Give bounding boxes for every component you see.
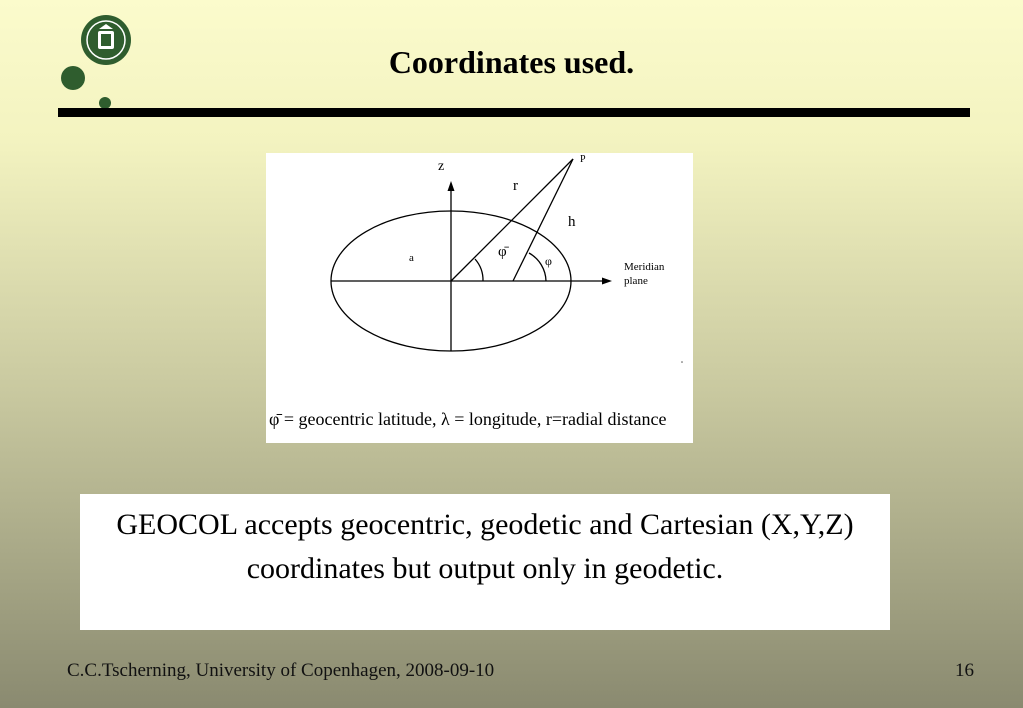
label-p: P [580, 154, 586, 165]
radius-line [451, 159, 573, 281]
label-z: z [438, 159, 445, 174]
body-textbox [80, 494, 890, 630]
geodetic-angle-arc [529, 253, 546, 281]
title-divider [58, 108, 970, 117]
z-axis-arrowhead [448, 181, 455, 191]
body-text: GEOCOL accepts geocentric, geodetic and Cartesian (X,Y,Z) coordinates but output only in geodetic. [116, 508, 854, 585]
label-h: h [568, 214, 576, 230]
figure-caption: φ̄ = geocentric latitude, λ = longitude, r=radial distance [269, 409, 667, 429]
meridian-axis-arrowhead [602, 278, 612, 285]
coordinate-diagram [266, 153, 693, 443]
slide-title: Coordinates used. [388, 44, 635, 80]
label-a: a [409, 252, 414, 264]
page-number: 16 [955, 660, 974, 681]
label-phi: φ [545, 254, 552, 268]
label-r: r [513, 178, 518, 194]
label-meridian: Meridian [624, 261, 665, 273]
normal-line [513, 159, 573, 281]
label-phi-bar: φ̄ [498, 244, 507, 260]
geocentric-angle-arc [475, 259, 483, 281]
ellipsoid-diagram [266, 153, 693, 443]
label-plane: plane [624, 275, 648, 287]
footer-text: C.C.Tscherning, University of Copenhagen, 2008-09-10 [67, 660, 495, 681]
